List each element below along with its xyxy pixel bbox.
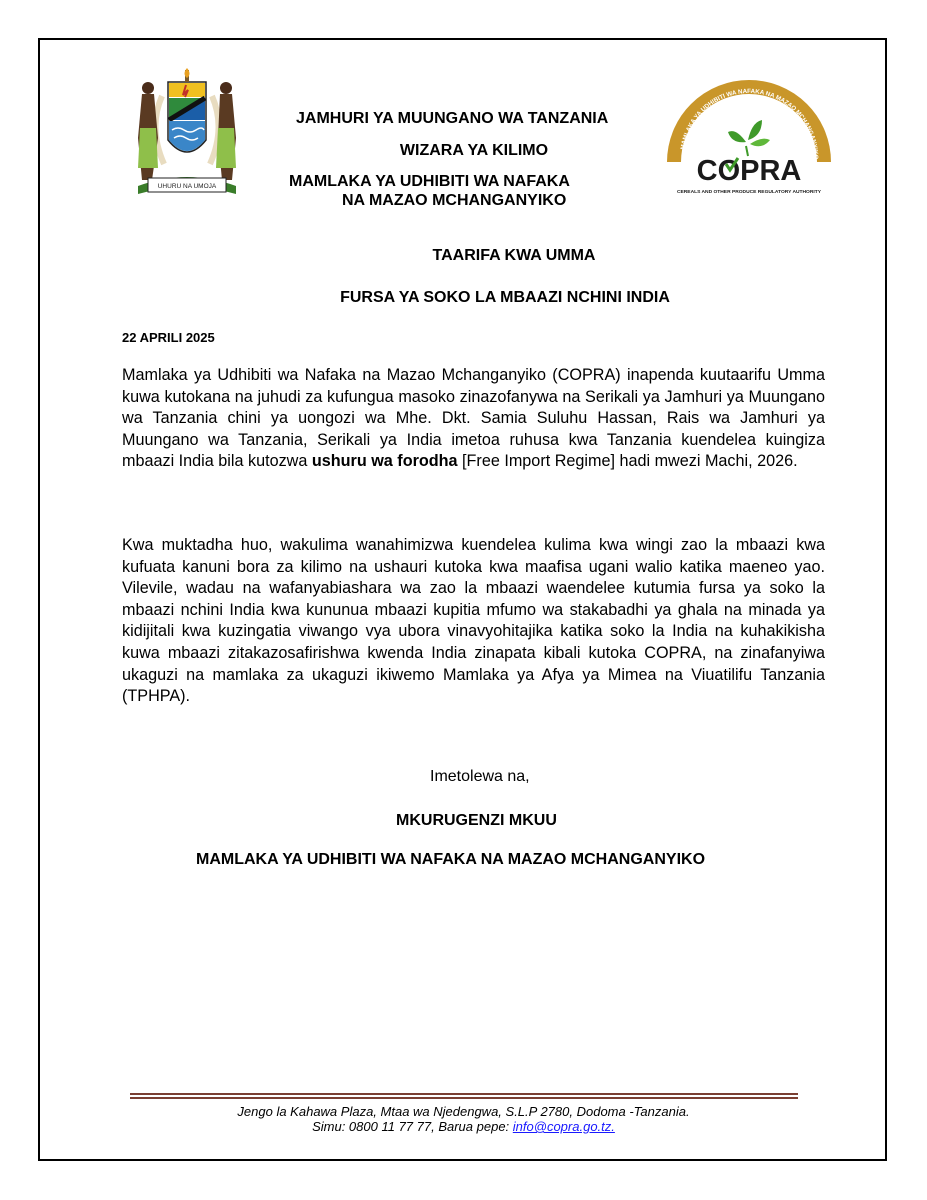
signoff-issued-by: Imetolewa na, bbox=[430, 768, 530, 785]
header-authority-line2: NA MAZAO MCHANGANYIKO bbox=[342, 192, 567, 209]
footer-contact-text: Simu: 0800 11 77 77, Barua pepe: bbox=[312, 1119, 510, 1134]
footer-email-link[interactable]: info@copra.go.tz. bbox=[512, 1119, 615, 1134]
notice-date: 22 APRILI 2025 bbox=[122, 330, 215, 345]
copra-logo-subtitle: CEREALS AND OTHER PRODUCE REGULATORY AUTHORITY bbox=[676, 190, 822, 195]
notice-title: TAARIFA KWA UMMA bbox=[432, 247, 596, 264]
body-paragraph-1-text: Mamlaka ya Udhibiti wa Nafaka na Mazao Mchanganyiko (COPRA) inapenda kuutaarifu Umma kuwa kutokana na juhudi za kufungua masoko zinazofanywa na Serikali ya Jamhuri ya Muungano wa Tanzania chini ya uongozi wa Mhe. Dkt. Samia Suluhu Hassan, Rais wa Jamhuri ya Muungano wa Tanzania, Serikali ya India imetoa ruhusa kwa Tanzania kuendelea kuingiza mbaazi India bila kutozwa bbox=[122, 366, 825, 471]
coat-of-arms-figure-right bbox=[216, 82, 236, 180]
body-paragraph-1 bbox=[122, 365, 825, 473]
footer-rule-top bbox=[130, 1093, 798, 1095]
body-paragraph-2: Kwa muktadha huo, wakulima wanahimizwa kuendelea kulima kwa wingi zao la mbaazi kwa kufuata kanuni bora za kilimo na ushauri kutoka kwa maafisa ugani walio katika maeneo yao. Vilevile, wadau na wafanyabiashara wa zao la mbaazi waendelee kutumia fursa ya soko la mbaazi nchini India kwa kununua mbaazi kupitia mfumo wa stakabadhi ya ghala na minada ya kidijitali kwa kuzingatia viwango vya ubora vinavyohitajika katika soko la India na kuhakikisha kuwa mbaazi zitakazosafirishwa kwenda India zinapata kibali kutoka COPRA, na zinafanyiwa ukaguzi na mamlaka za ukaguzi ikiwemo Mamlaka ya Afya ya Mimea na Viuatilifu Tanzania (TPHPA). bbox=[122, 536, 825, 706]
signoff-position: MKURUGENZI MKUU bbox=[396, 812, 557, 829]
body-paragraph-1-bold: ushuru wa forodha bbox=[311, 452, 458, 471]
signoff-organization: MAMLAKA YA UDHIBITI WA NAFAKA NA MAZAO MCHANGANYIKO bbox=[196, 851, 706, 868]
body-paragraph-1-end: [Free Import Regime] hadi mwezi Machi, 2026. bbox=[462, 452, 798, 471]
footer-contact bbox=[0, 1119, 927, 1134]
copra-logo-name: COPRA bbox=[696, 155, 802, 187]
header-ministry: WIZARA YA KILIMO bbox=[399, 142, 549, 159]
coat-of-arms-motto: UHURU NA UMOJA bbox=[157, 183, 217, 190]
header-authority-line1: MAMLAKA YA UDHIBITI WA NAFAKA bbox=[289, 173, 570, 190]
copra-logo-ring-text: MAMLAKA YA UDHIBITI WA NAFAKA NA MAZAO MCHANGANYIKO bbox=[679, 87, 820, 160]
footer-rule-bottom bbox=[130, 1097, 798, 1099]
copra-logo bbox=[666, 78, 832, 204]
coat-of-arms-figure-left bbox=[138, 82, 158, 180]
leaf-icon bbox=[728, 120, 770, 156]
footer-address: Jengo la Kahawa Plaza, Mtaa wa Njedengwa, S.L.P 2780, Dodoma -Tanzania. bbox=[237, 1104, 690, 1119]
coat-of-arms-emblem bbox=[128, 68, 246, 208]
header-republic: JAMHURI YA MUUNGANO WA TANZANIA bbox=[296, 110, 609, 127]
coat-of-arms-shield bbox=[168, 82, 206, 152]
notice-subtitle: FURSA YA SOKO LA MBAAZI NCHINI INDIA bbox=[340, 289, 670, 306]
copra-logo-ring bbox=[674, 87, 824, 162]
